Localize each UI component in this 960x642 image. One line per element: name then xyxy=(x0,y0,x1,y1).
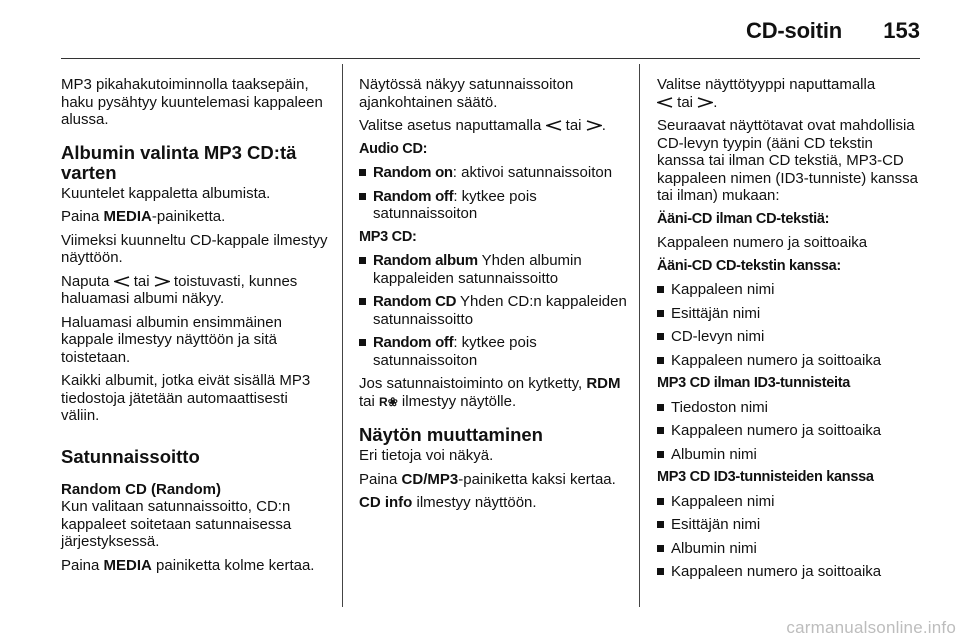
list-item: Kappaleen nimi xyxy=(657,493,923,511)
column-1 xyxy=(61,76,329,580)
paragraph: Kun valitaan satunnaissoitto, CD:n kappaleet soitetaan satunnaisessa järjestyksessä. xyxy=(61,498,292,550)
label-audio-cd-with-text: Ääni-CD CD-tekstin kanssa: xyxy=(657,257,841,274)
column-divider xyxy=(342,64,343,607)
label-audio-cd: Audio CD: xyxy=(359,140,428,157)
section-heading-display: Näytön muuttaminen xyxy=(359,424,543,445)
random-icon: R❀ xyxy=(379,394,398,409)
arrow-left-icon xyxy=(546,120,562,131)
paragraph: CD info ilmestyy näyttöön. xyxy=(359,494,537,511)
list-item: CD-levyn nimi xyxy=(657,328,923,346)
paragraph: Kuuntelet kappaletta albumista. xyxy=(61,184,271,202)
arrow-left-icon xyxy=(114,276,130,287)
column-divider xyxy=(639,64,640,607)
paragraph: Naputa tai toistuvasti, kunnes haluamasi albumi näkyy. xyxy=(61,272,298,307)
paragraph: MP3 pikahakutoiminnolla taaksepäin, haku pysähtyy kuuntelemasi kappaleen alussa. xyxy=(61,76,323,128)
list-item: Esittäjän nimi xyxy=(657,516,923,534)
section-heading-album: Albumin valinta MP3 CD:tä varten xyxy=(61,141,297,183)
header-rule xyxy=(61,58,920,59)
list-item: Albumin nimi xyxy=(657,540,923,558)
watermark: carmanualsonline.info xyxy=(786,618,956,637)
media-button-label: MEDIA xyxy=(103,208,152,225)
page-header xyxy=(0,0,960,60)
list-item: Random CD Yhden CD:n kappaleiden satunnaissoitto xyxy=(359,293,629,328)
arrow-right-icon xyxy=(586,120,602,131)
paragraph: Paina MEDIA-painiketta. xyxy=(61,208,226,225)
paragraph: Paina CD/MP3-painiketta kaksi kertaa. xyxy=(359,470,616,488)
list-item: Random on: aktivoi satunnaissoiton xyxy=(359,164,629,182)
list-item: Kappaleen nimi xyxy=(657,281,923,299)
cd-mp3-button-label: CD/MP3 xyxy=(401,470,459,488)
arrow-right-icon xyxy=(697,97,713,108)
media-button-label: MEDIA xyxy=(103,556,152,574)
list-item: Random off: kytkee pois satunnaissoiton xyxy=(359,188,629,223)
paragraph: Kappaleen numero ja soittoaika xyxy=(657,234,868,251)
list-item: Kappaleen numero ja soittoaika xyxy=(657,422,923,440)
paragraph: Valitse asetus naputtamalla tai . xyxy=(359,117,606,134)
paragraph: Viimeksi kuunneltu CD-kappale ilmestyy näyttöön. xyxy=(61,231,328,266)
paragraph: Valitse näyttötyyppi naputtamalla tai . xyxy=(657,76,876,111)
subheading-random-cd: Random CD (Random) xyxy=(61,480,221,498)
paragraph: Paina MEDIA painiketta kolme kertaa. xyxy=(61,556,315,574)
paragraph: Seuraavat näyttötavat ovat mahdollisia CD-levyn tyypin (ääni CD tekstin kanssa tai ilman CD tekstiä, MP3-CD kappaleen nimen (ID3-tunniste) kanssa tai ilman) mukaan: xyxy=(657,117,918,204)
list-item: Esittäjän nimi xyxy=(657,305,923,323)
list-item: Albumin nimi xyxy=(657,446,923,464)
paragraph: Jos satunnaistoiminto on kytketty, RDM tai R❀ ilmestyy näytölle. xyxy=(359,375,621,410)
arrow-right-icon xyxy=(154,276,170,287)
list-item: Random album Yhden albumin kappaleiden satunnaissoitto xyxy=(359,252,629,287)
page-title: CD-soitin xyxy=(746,18,842,43)
list-item: Kappaleen numero ja soittoaika xyxy=(657,563,923,581)
list-item: Random off: kytkee pois satunnaissoiton xyxy=(359,334,629,369)
label-mp3-with-id3: MP3 CD ID3-tunnisteiden kanssa xyxy=(657,469,874,485)
column-3 xyxy=(657,76,923,587)
paragraph: Näytössä näkyy satunnaissoiton ajankohtainen säätö. xyxy=(359,76,574,111)
label-mp3-cd: MP3 CD: xyxy=(359,228,417,245)
label-mp3-no-id3: MP3 CD ilman ID3-tunnisteita xyxy=(657,375,851,391)
list-item: Tiedoston nimi xyxy=(657,399,923,417)
paragraph: Eri tietoja voi näkyä. xyxy=(359,447,494,464)
arrow-left-icon xyxy=(657,97,673,108)
page-number: 153 xyxy=(883,18,920,43)
list-item: Kappaleen numero ja soittoaika xyxy=(657,352,923,370)
paragraph: Haluamasi albumin ensimmäinen kappale ilmestyy näyttöön ja sitä toistetaan. xyxy=(61,313,282,366)
section-heading-random: Satunnaissoitto xyxy=(61,445,200,467)
label-audio-cd-no-text: Ääni-CD ilman CD-tekstiä: xyxy=(657,210,830,227)
paragraph: Kaikki albumit, jotka eivät sisällä MP3 tiedostoja jätetään automaattisesti väliin. xyxy=(61,372,311,424)
column-2 xyxy=(359,76,629,518)
